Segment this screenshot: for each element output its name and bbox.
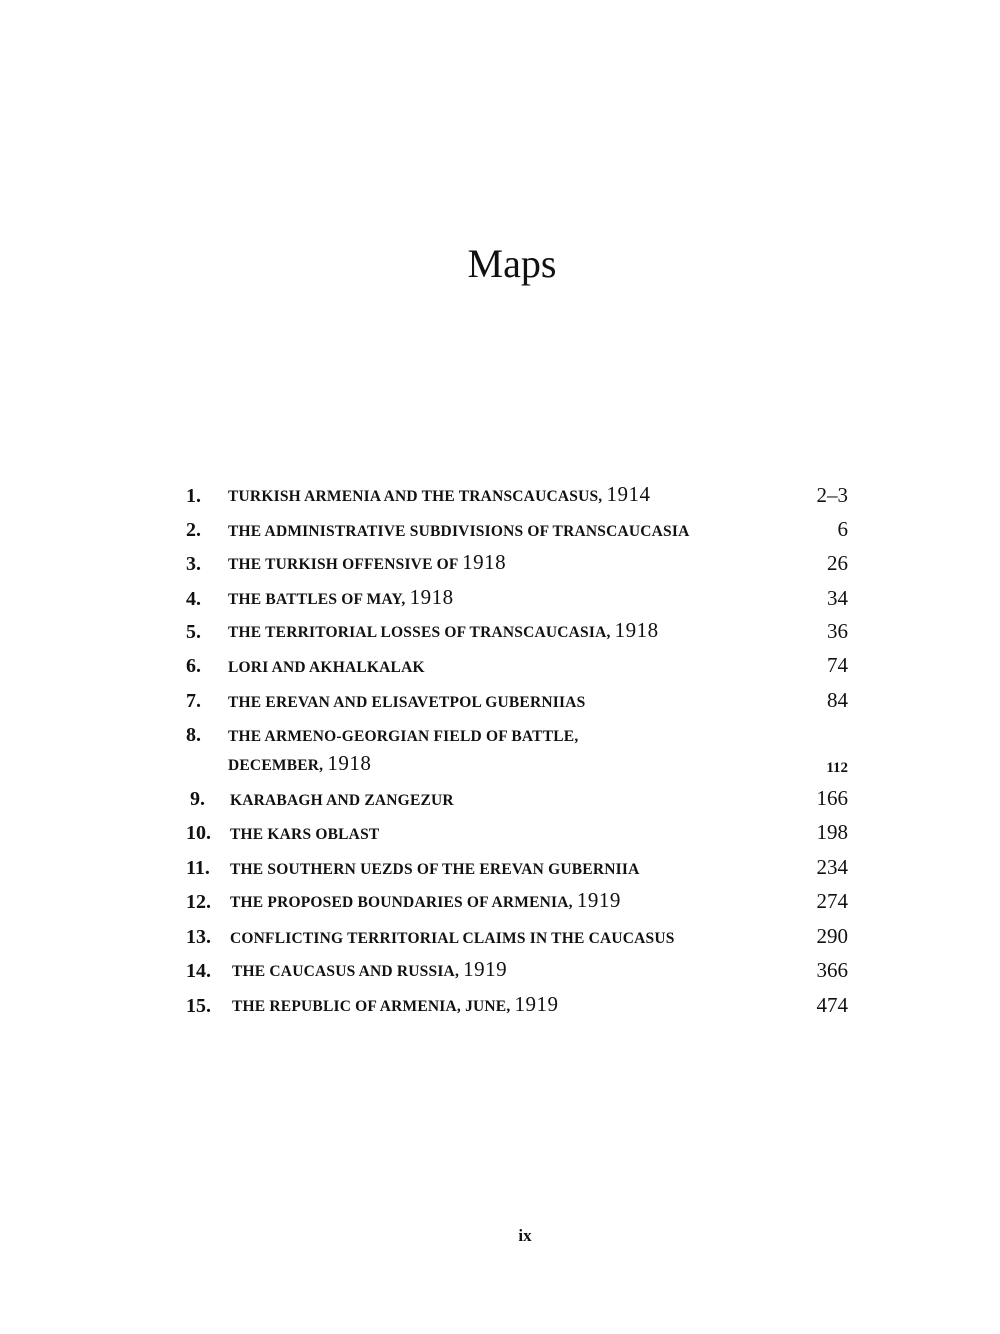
entry-title-text: THE REPUBLIC OF ARMENIA, JUNE, [232, 998, 511, 1015]
entry-page: 34 [827, 586, 848, 610]
entry-page: 474 [816, 993, 848, 1017]
entry-title [228, 694, 585, 712]
entry-title-text: THE PROPOSED BOUNDARIES OF ARMENIA, [230, 894, 573, 911]
entry-year: 1919 [463, 957, 508, 981]
list-item [186, 550, 848, 580]
list-item [186, 516, 848, 546]
entry-number: 8. [186, 724, 201, 746]
list-item [186, 585, 848, 615]
list-item-continuation [186, 751, 848, 781]
entry-title [228, 659, 425, 677]
entry-title-text: TURKISH ARMENIA AND THE TRANSCAUCASUS, [228, 488, 603, 505]
entry-title-text: THE KARS OBLAST [230, 826, 380, 843]
entry-year: 1918 [327, 751, 372, 775]
entry-title-text: THE ADMINISTRATIVE SUBDIVISIONS OF TRANSCAUCASIA [228, 523, 690, 540]
entry-title [228, 550, 506, 575]
list-item [186, 785, 848, 815]
entry-page: 26 [827, 551, 848, 575]
entry-number: 4. [186, 588, 201, 610]
entry-title-text: THE ARMENO-GEORGIAN FIELD OF BATTLE, [228, 728, 579, 745]
list-item [186, 482, 848, 512]
entry-title-text: THE TURKISH OFFENSIVE OF [228, 556, 459, 573]
entry-number: 13. [186, 926, 211, 948]
list-item [186, 992, 848, 1022]
entry-page: 112 [826, 760, 848, 776]
list-item [186, 652, 848, 682]
entry-page: 84 [827, 688, 848, 712]
entry-title [230, 930, 675, 948]
list-item [186, 819, 848, 849]
entry-title [230, 888, 621, 913]
entry-title [228, 523, 690, 541]
page-number: ix [518, 1226, 532, 1245]
list-item [186, 854, 848, 884]
entry-number: 7. [186, 690, 201, 712]
list-item [186, 687, 848, 717]
entry-number: 11. [186, 857, 210, 879]
entry-page: 366 [816, 958, 848, 982]
entry-number: 14. [186, 960, 211, 982]
entry-page: 234 [816, 855, 848, 879]
entry-number: 15. [186, 995, 211, 1017]
entry-title-text: CONFLICTING TERRITORIAL CLAIMS IN THE CAUCASUS [230, 930, 675, 947]
page-title: Maps [467, 241, 557, 286]
entry-title-text: DECEMBER, [228, 757, 324, 774]
entry-year: 1914 [606, 482, 651, 506]
entry-title [232, 957, 507, 982]
entry-number: 6. [186, 655, 201, 677]
entry-number: 5. [186, 621, 201, 643]
entry-number: 1. [186, 485, 201, 507]
list-item [186, 957, 848, 987]
list-item [186, 618, 848, 648]
entry-title-text: KARABAGH AND ZANGEZUR [230, 792, 454, 809]
entry-year: 1918 [462, 550, 507, 574]
entry-number: 3. [186, 553, 201, 575]
entry-page: 290 [816, 924, 848, 948]
entry-title [228, 585, 454, 610]
entry-title [228, 618, 659, 643]
entry-title-line2 [228, 751, 371, 776]
entry-page: 274 [816, 889, 848, 913]
entry-title-text: THE EREVAN AND ELISAVETPOL GUBERNIIAS [228, 694, 586, 711]
entry-page: 74 [827, 653, 848, 677]
entry-title-text: LORI AND AKHALKALAK [228, 659, 425, 676]
entry-year: 1919 [514, 992, 559, 1016]
list-item [186, 721, 848, 751]
entry-title [228, 728, 578, 746]
entry-page: 6 [837, 517, 848, 541]
entry-title [230, 826, 379, 844]
entry-title [232, 992, 559, 1017]
entry-number: 10. [186, 822, 211, 844]
entry-title [230, 861, 640, 879]
entry-number: 2. [186, 519, 201, 541]
entry-title-text: THE BATTLES OF MAY, [228, 591, 406, 608]
entry-page: 36 [827, 619, 848, 643]
entry-year: 1918 [614, 618, 659, 642]
entry-title-text: THE TERRITORIAL LOSSES OF TRANSCAUCASIA, [228, 624, 611, 641]
entry-title-text: THE CAUCASUS AND RUSSIA, [232, 963, 460, 980]
entry-title [228, 482, 650, 507]
entry-year: 1919 [576, 888, 621, 912]
entry-number: 9. [190, 788, 205, 810]
entry-page: 166 [816, 786, 848, 810]
entry-year: 1918 [409, 585, 454, 609]
entry-number: 12. [186, 891, 211, 913]
entry-page: 198 [816, 820, 848, 844]
list-item [186, 923, 848, 953]
entry-title [230, 792, 454, 810]
entry-title-text: THE SOUTHERN UEZDS OF THE EREVAN GUBERNIIA [230, 861, 640, 878]
entry-page: 2–3 [816, 483, 848, 507]
list-item [186, 888, 848, 918]
